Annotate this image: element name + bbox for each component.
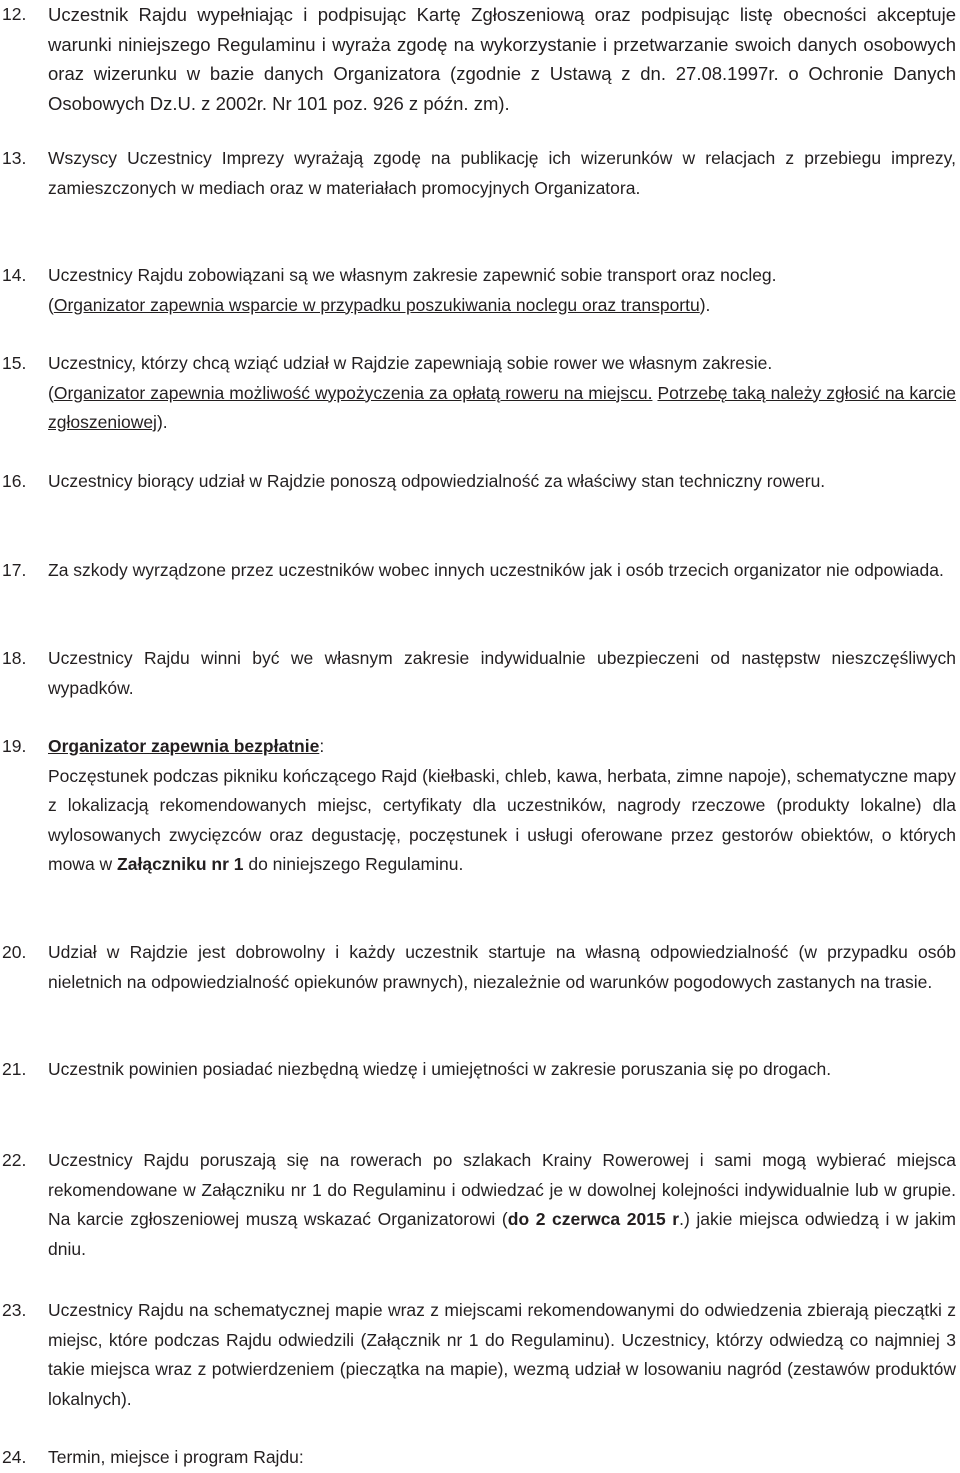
item-text: Uczestnik powinien posiadać niezbędną wiedzę i umiejętności w zakresie poruszania się po drogach.	[48, 1059, 832, 1079]
heading-colon: :	[319, 736, 325, 756]
item-text: Wszyscy Uczestnicy Imprezy wyrażają zgodę na publikację ich wizerunków w relacjach z przebiegu imprezy, zamieszczonych w mediach oraz w materiałach promocyjnych Organizatora.	[48, 148, 956, 198]
paren-close: ).	[156, 412, 168, 432]
item-number: 15.	[2, 353, 27, 373]
item-number: 13.	[2, 148, 27, 168]
item-text-after: do niniejszego Regulaminu.	[243, 854, 464, 874]
item-number: 21.	[2, 1059, 27, 1079]
item-heading: Organizator zapewnia bezpłatnie	[48, 736, 320, 756]
underlined-note-1: Organizator zapewnia możliwość wypożyczenia za opłatą roweru na miejscu.	[53, 382, 653, 403]
item-text	[48, 1146, 956, 1264]
item-number: 12.	[2, 4, 27, 24]
item-bold-ref: Załączniku nr 1	[117, 854, 244, 874]
item-text: Uczestnik Rajdu wypełniając i podpisując Kartę Zgłoszeniową oraz podpisując listę obecności akceptuje warunki niniejszego Regulaminu i wyraża zgodę na wykorzystanie i przetwarzanie swoich danych osobowych oraz wizerunku w bazie danych Organizatora (zgodnie z Ustawą z dn. 27.08.1997r. o Ochronie Danych Osobowych Dz.U. z 2002r. Nr 101 poz. 926 z późn. zm).	[48, 4, 956, 114]
underlined-note-2: Potrzebę taką należy zgłosić na karcie zgłoszeniowej	[48, 382, 957, 432]
underlined-note: Organizator zapewnia wsparcie w przypadku poszukiwania noclegu oraz transportu	[53, 294, 700, 315]
item-text-after: .) jakie miejsca odwiedzą i w jakim dniu.	[48, 1209, 956, 1259]
item-line: Uczestnicy Rajdu zobowiązani są we własnym zakresie zapewnić sobie transport oraz nocleg.	[48, 265, 777, 285]
item-number: 14.	[2, 265, 27, 285]
item-bold-date: do 2 czerwca 2015 r	[507, 1209, 680, 1229]
item-number: 23.	[2, 1300, 27, 1320]
item-number: 24.	[2, 1447, 27, 1467]
item-heading-line	[48, 732, 956, 762]
item-text: Termin, miejsce i program Rajdu:	[48, 1447, 304, 1467]
item-text-before: Poczęstunek podczas pikniku kończącego Rajd (kiełbaski, chleb, kawa, herbata, zimne napoje), schematyczne mapy z lokalizacją rekomendowanych miejsc, certyfikaty dla uczestników, nagrody rzeczowe (produkty lokalne) dla wylosowanych zwycięzców oraz degustację, poczęstunek i usługi oferowane przez gestorów obiektów, o których mowa w	[48, 765, 956, 874]
item-number: 17.	[2, 560, 27, 580]
item-number: 19.	[2, 736, 27, 756]
item-text	[48, 732, 956, 880]
paren-open: (	[48, 382, 54, 403]
item-line: Uczestnicy, którzy chcą wziąć udział w Rajdzie zapewniają sobie rower we własnym zakresie.	[48, 353, 773, 373]
paren-open: (	[48, 294, 54, 315]
item-text: Udział w Rajdzie jest dobrowolny i każdy uczestnik startuje na własną odpowiedzialność (w przypadku osób nieletnich na odpowiedzialność opiekunów prawnych), niezależnie od warunków pogodowych zastanych na trasie.	[48, 942, 956, 992]
paren-close: ).	[699, 294, 711, 315]
item-number: 16.	[2, 471, 27, 491]
item-text	[48, 261, 956, 320]
item-number: 18.	[2, 648, 27, 668]
item-number: 22.	[2, 1150, 27, 1170]
item-text	[48, 349, 956, 438]
item-number: 20.	[2, 942, 27, 962]
item-text: Uczestnicy biorący udział w Rajdzie ponoszą odpowiedzialność za właściwy stan techniczny roweru.	[48, 471, 826, 491]
item-text-before: Uczestnicy Rajdu poruszają się na rowerach po szlakach Krainy Rowerowej i sami mogą wybierać miejsca rekomendowane w Załączniku nr 1 do Regulaminu i odwiedzać je w dowolnej kolejności indywidualnie lub w grupie. Na karcie zgłoszeniowej muszą wskazać Organizatorowi (	[48, 1150, 956, 1229]
item-text: Uczestnicy Rajdu winni być we własnym zakresie indywidualnie ubezpieczeni od następstw nieszczęśliwych wypadków.	[48, 648, 956, 698]
item-text: Za szkody wyrządzone przez uczestników wobec innych uczestników jak i osób trzecich organizator nie odpowiada.	[48, 560, 944, 580]
item-text: Uczestnicy Rajdu na schematycznej mapie wraz z miejscami rekomendowanymi do odwiedzenia zbierają pieczątki z miejsc, które podczas Rajdu odwiedzili (Załącznik nr 1 do Regulaminu). Uczestnicy, którzy odwiedzą co najmniej 3 takie miejsca wraz z potwierdzeniem (pieczątka na mapie), wezmą udział w losowaniu nagród (zestawów produktów lokalnych).	[48, 1300, 956, 1409]
